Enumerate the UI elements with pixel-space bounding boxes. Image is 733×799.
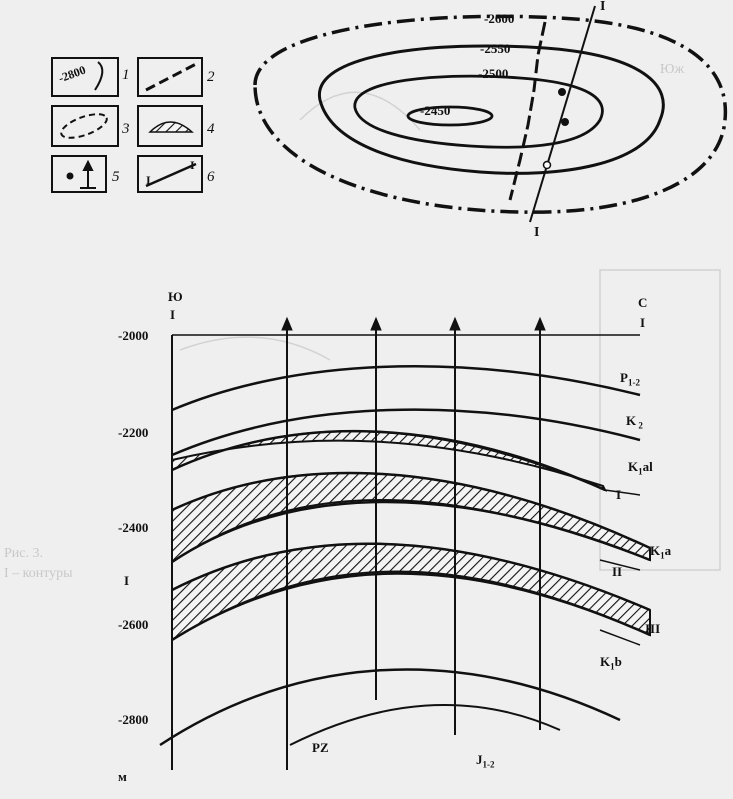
layer-k1b: $K_1b$ (600, 654, 622, 672)
section-left-dir: Ю (168, 289, 183, 304)
legend-number-3: 3 (122, 121, 130, 137)
depth-tick-2200: -2200 (118, 425, 149, 440)
bleed-text-3: Юж (660, 62, 685, 77)
layer-k1a: $K_1a$ (650, 543, 672, 561)
section-left-mark: I (170, 307, 176, 322)
section-right-dir: С (638, 295, 648, 310)
horizon-p12 (172, 366, 640, 410)
bleed-text-1: Рис. 3. (4, 546, 43, 561)
section-right-mark: I (640, 315, 646, 330)
depth-tick-2400: -2400 (118, 520, 149, 535)
basement-pz: PZ (312, 740, 329, 755)
legend-sample-1: -2800 (56, 62, 88, 86)
section-label-top: I (600, 0, 606, 14)
legend-number-2: 2 (207, 69, 215, 85)
geologic-section (160, 315, 650, 770)
legend-number-4: 4 (207, 121, 215, 137)
bleed-text-2: I – контуры (4, 566, 73, 581)
zone-label-2: II (612, 564, 623, 579)
depth-unit: м (118, 769, 127, 784)
section-line (530, 6, 595, 222)
legend-6-start: I (146, 173, 151, 187)
layer-k1al: $K_1al$ (628, 459, 653, 477)
layer-k2: K $_2$ (626, 413, 643, 431)
section-label-bottom: I (534, 225, 540, 240)
layer-p12: $P_{1-2}$ (620, 370, 640, 388)
legend-6-end: I (190, 158, 195, 172)
hatch-band-3 (172, 544, 650, 640)
legend-number-1: 1 (122, 67, 130, 83)
contour-label-2500: -2500 (478, 66, 509, 81)
legend-number-5: 5 (112, 169, 120, 185)
legend-box-5 (52, 156, 106, 192)
section-left-extra-mark: I (124, 573, 130, 588)
contour-label-2550: -2550 (480, 41, 511, 56)
legend-number-6: 6 (207, 169, 215, 185)
contour-label-2600: -2600 (484, 11, 515, 26)
depth-tick-2600: -2600 (118, 617, 149, 632)
contour-label-2450: -2450 (420, 103, 451, 118)
horizon-pz (290, 705, 560, 745)
zone-label-3: III (645, 621, 661, 636)
legend-box-3 (52, 106, 118, 146)
contour-2500 (355, 76, 603, 147)
horizon-j12 (160, 669, 620, 745)
zone-label-1: I (616, 487, 622, 502)
horizon-k2 (172, 410, 640, 455)
layer-j12: $J_{1-2}$ (476, 752, 495, 770)
depth-tick-2800: -2800 (118, 712, 149, 727)
structure-map (255, 6, 725, 222)
depth-tick-2000: -2000 (118, 328, 149, 343)
